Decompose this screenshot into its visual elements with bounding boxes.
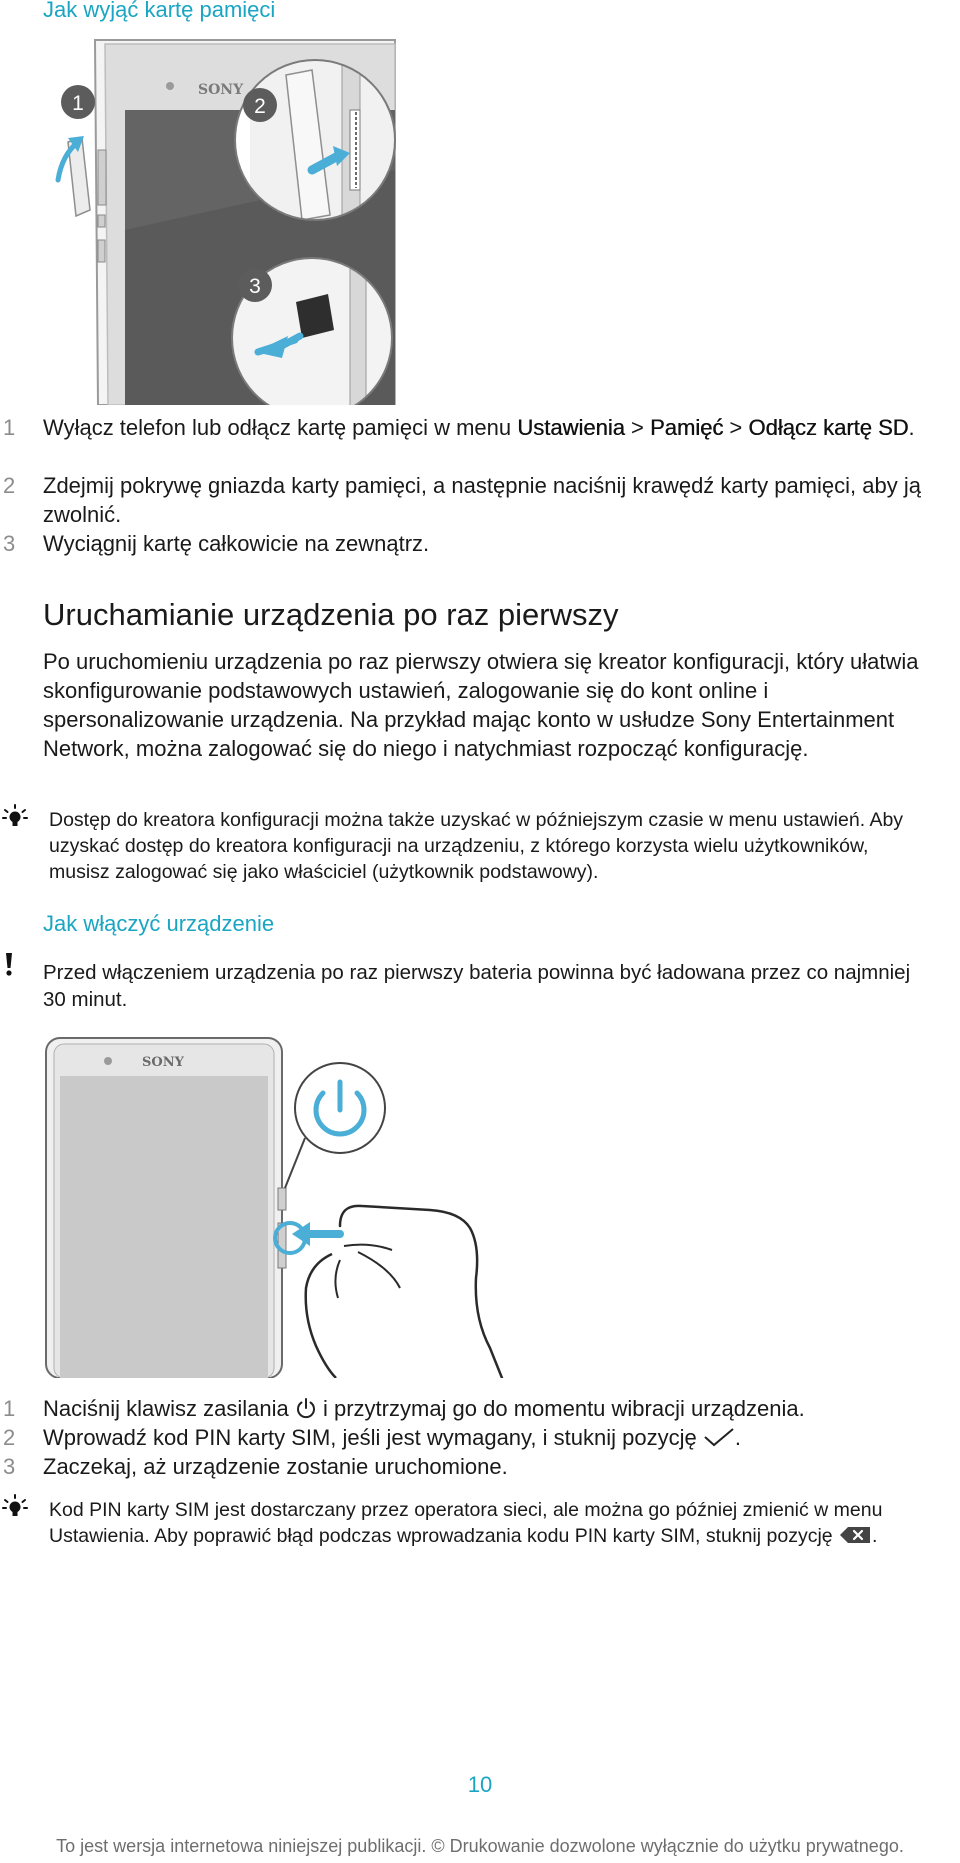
menu-separator: > [723, 415, 749, 440]
section-title-first-start: Uruchamianie urządzenia po raz pierwszy [43, 597, 619, 632]
section-heading-remove-card: Jak wyjąć kartę pamięci [43, 0, 276, 22]
setup-wizard-tip: Dostęp do kreatora konfiguracji można także uzyskać w późniejszym czasie w menu ustawień. Aby uzyskać dostęp do kreatora konfiguracji na urządzeniu, z którego korzysta wielu użytkowników, musisz zalogować się jako właściciel (użytkownik podstawowy). [49, 809, 904, 883]
checkmark-icon [703, 1426, 735, 1448]
step-text: Wyłącz telefon lub odłącz kartę pamięci w menu [43, 415, 518, 440]
backspace-icon [838, 1525, 872, 1545]
turn-on-step-2 [0, 1423, 930, 1452]
section-heading-turn-on: Jak włączyć urządzenie [43, 911, 275, 936]
step-number: 1 [3, 1396, 16, 1421]
battery-warning: Przed włączeniem urządzenia po raz pierwszy bateria powinna być ładowana przez co najmniej 30 minut. [43, 961, 911, 1011]
step-number: 2 [3, 473, 16, 498]
remove-card-step-1 [0, 413, 930, 471]
sim-pin-tip [49, 1497, 929, 1549]
step-number: 3 [3, 1454, 16, 1479]
lightbulb-icon [2, 1494, 28, 1520]
exclamation-icon [3, 952, 15, 978]
step-text: Wprowadź kod PIN karty SIM, jeśli jest wymagany, i stuknij pozycję [43, 1425, 703, 1450]
footer-notice: To jest wersja internetowa niniejszej publikacji. © Drukowanie dozwolone wyłącznie do użytku prywatnego. [56, 1836, 904, 1856]
figure-power-on [40, 1028, 520, 1378]
turn-on-step-3 [0, 1452, 930, 1481]
step-text-end: i przytrzymaj go do momentu wibracji urządzenia. [316, 1396, 805, 1421]
step-text: Zdejmij pokrywę gniazda karty pamięci, a następnie naciśnij krawędź karty pamięci, aby ją zwolnić. [43, 473, 921, 527]
lightbulb-icon [2, 804, 28, 830]
figure-label-2: 2 [254, 95, 266, 118]
step-text: Wyciągnij kartę całkowicie na zewnątrz. [43, 531, 430, 556]
step-text-end: . [734, 1425, 741, 1450]
figure-label-1: 1 [72, 92, 84, 115]
figure-label-3: 3 [249, 275, 261, 298]
page-number: 10 [467, 1772, 493, 1797]
remove-card-step-2 [0, 471, 930, 529]
step-number: 3 [3, 531, 16, 556]
tip-text-end: . [872, 1525, 878, 1547]
phone-brand-label: SONY [142, 1055, 184, 1070]
step-number: 1 [3, 415, 16, 440]
menu-path-storage: Pamięć [649, 415, 724, 440]
turn-on-step-1 [0, 1394, 930, 1423]
step-text-end: . [908, 415, 915, 440]
first-start-intro: Po uruchomieniu urządzenia po raz pierwszy otwiera się kreator konfiguracji, który ułatwia skonfigurowanie podstawowych ustawień, zalogowanie się do kont online i spersonalizowanie urządzenia. Na przykład mając konto w usłudze Sony Entertainment Network, można zalogować się do niego i natychmiast rozpocząć konfigurację. [43, 649, 919, 761]
step-text: Zaczekaj, aż urządzenie zostanie uruchomione. [43, 1454, 508, 1479]
menu-path-settings: Ustawienia [517, 415, 625, 440]
menu-path-unmount-sd: Odłącz kartę SD [748, 415, 909, 440]
remove-card-step-3 [0, 529, 930, 558]
power-icon [295, 1397, 317, 1419]
step-number: 2 [3, 1425, 16, 1450]
figure-remove-memory-card [50, 30, 400, 405]
phone-brand-label: SONY [198, 82, 244, 98]
tip-text: Kod PIN karty SIM jest dostarczany przez operatora sieci, ale można go później zmienić w menu Ustawienia. Aby poprawić błąd podczas wprowadzania kodu PIN karty SIM, stuknij pozycję [49, 1499, 883, 1547]
menu-separator: > [624, 415, 650, 440]
step-text: Naciśnij klawisz zasilania [43, 1396, 295, 1421]
